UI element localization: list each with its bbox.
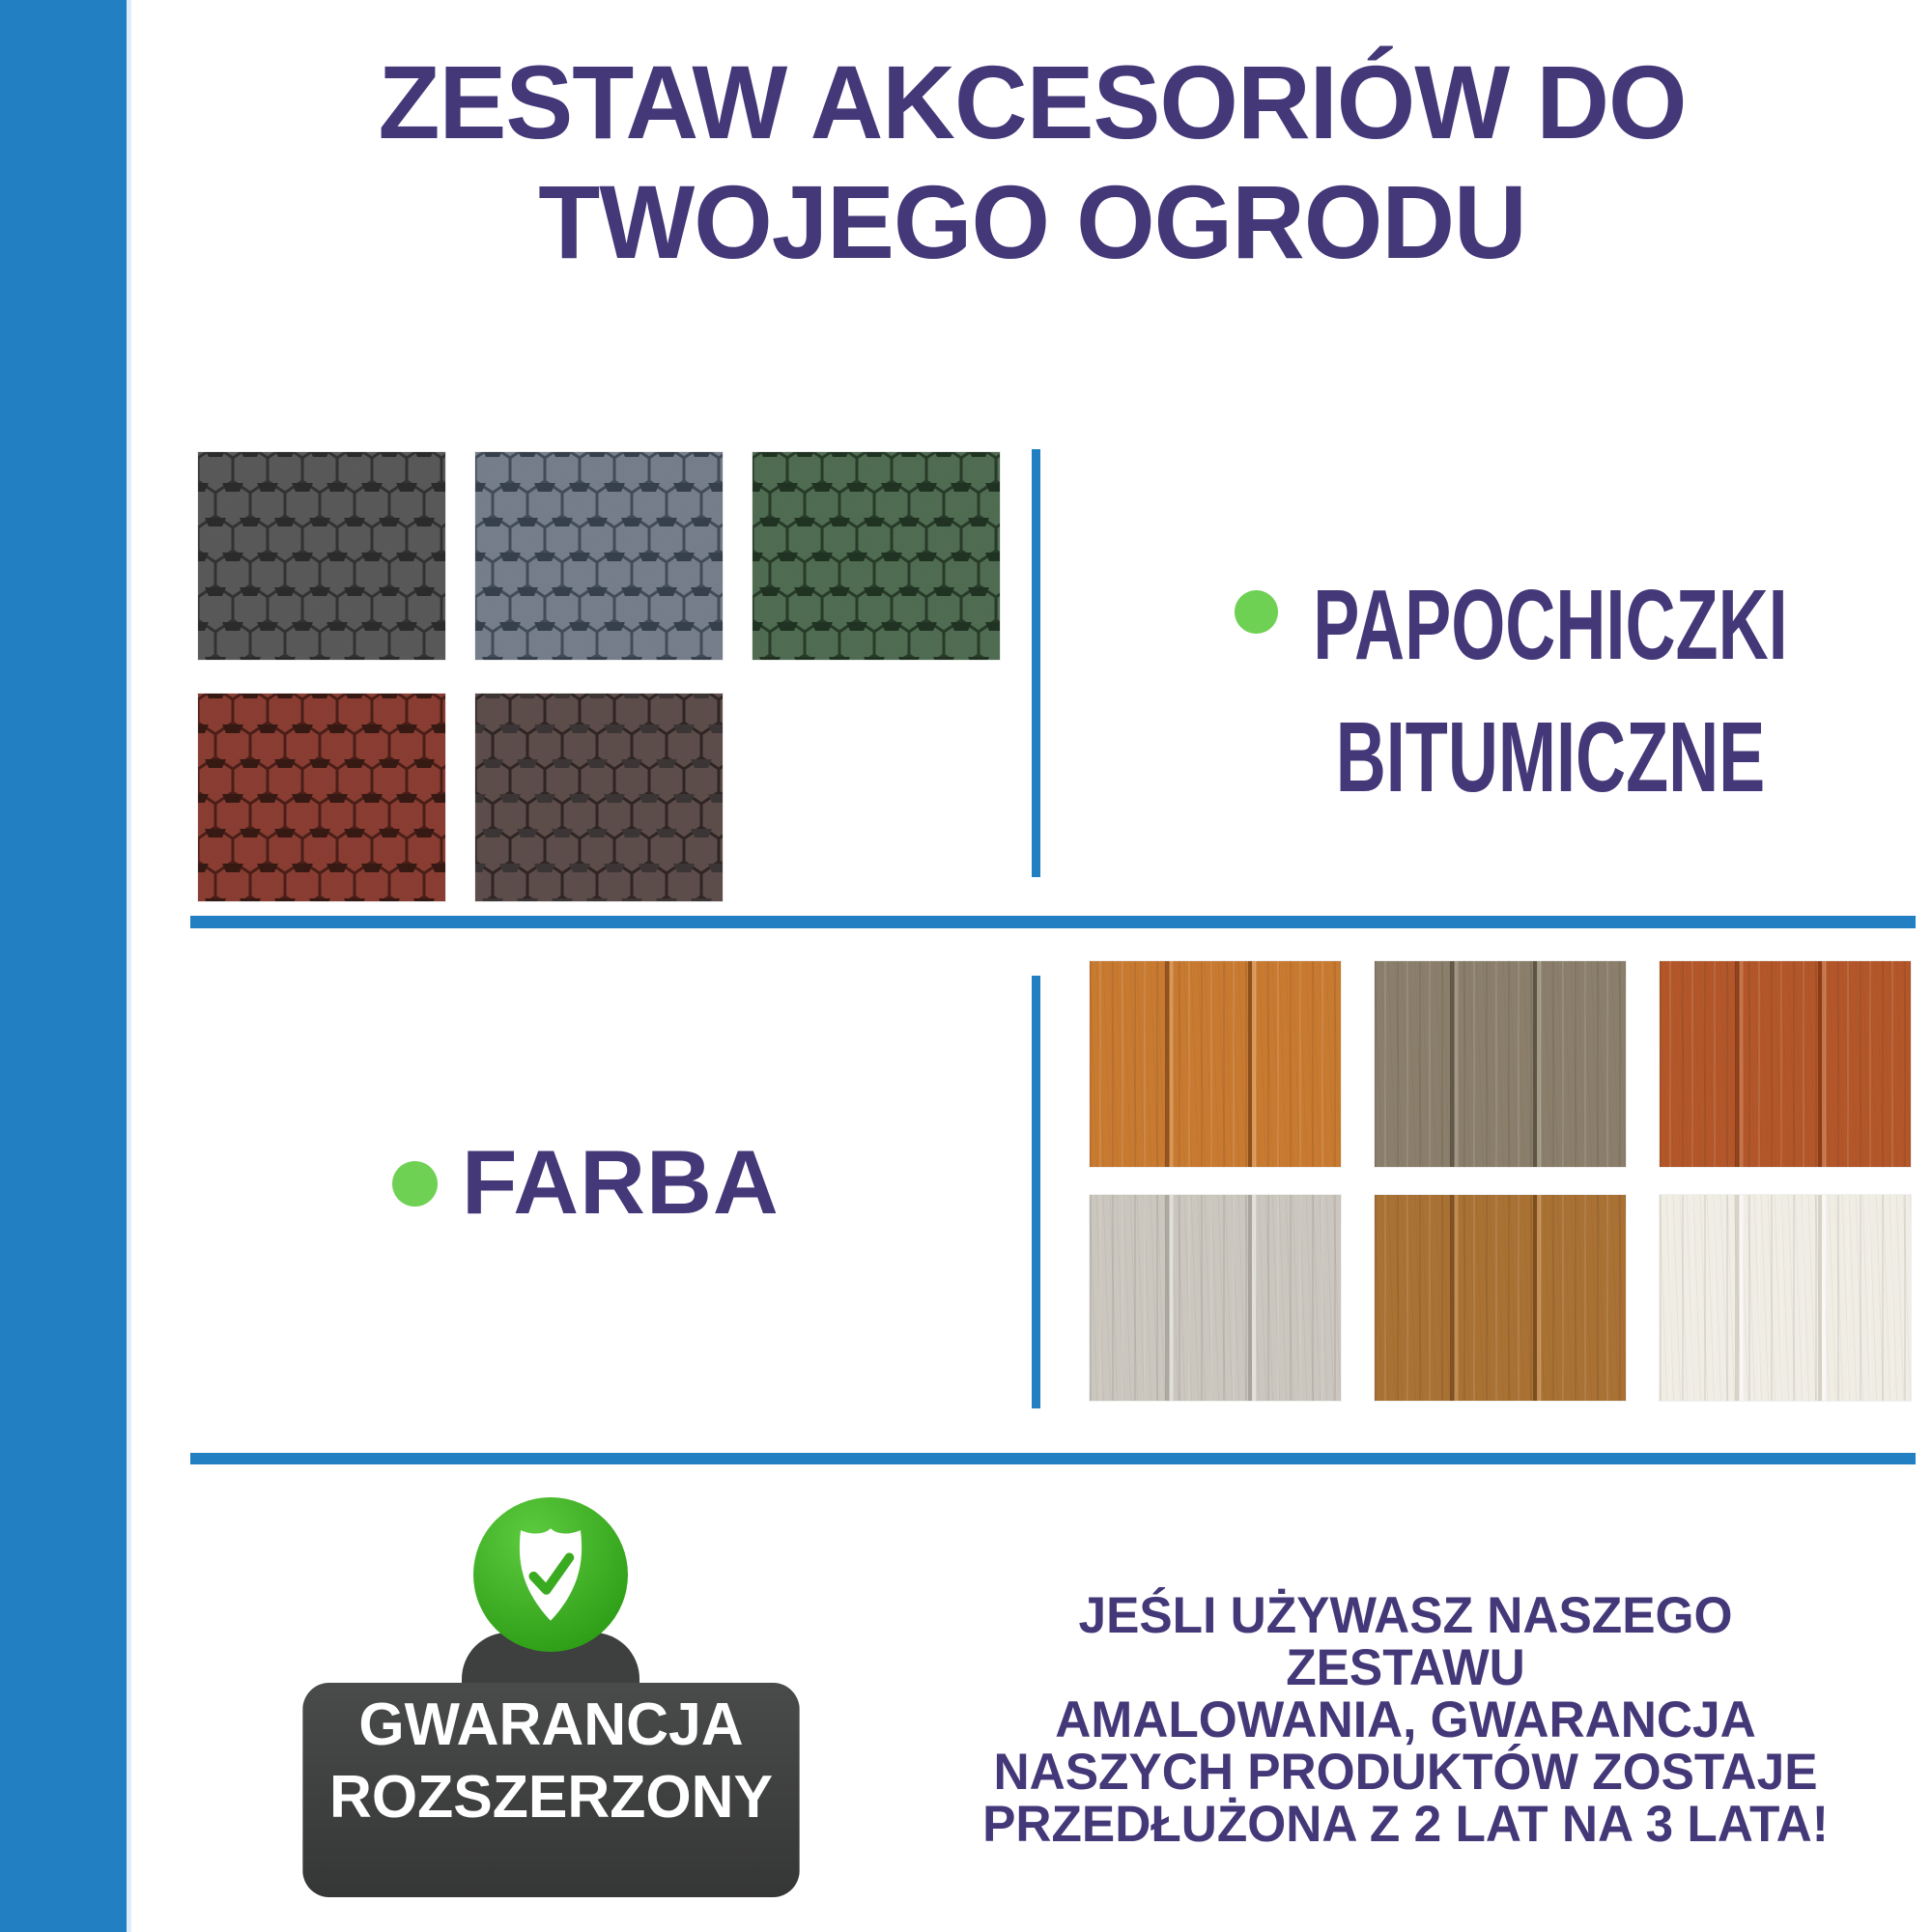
warranty-note — [965, 1587, 1846, 1853]
wood-swatch-cream-white — [1660, 1195, 1911, 1401]
shingle-swatch-green — [753, 452, 1000, 660]
page-title — [159, 43, 1905, 282]
warranty-note-line2: AMALOWANIA, GWARANCJA — [1055, 1691, 1756, 1748]
paint-section-label: FARBA — [462, 1131, 780, 1233]
shingle-swatch-grid — [198, 452, 1000, 901]
warranty-note-line3: NASZYCH PRODUKTÓW ZOSTAJE — [993, 1744, 1818, 1801]
shingles-label-line1: PAPOCHICZKI — [1313, 569, 1788, 680]
horizontal-divider-2 — [190, 1453, 1916, 1464]
shingle-swatch-blue-gray — [475, 452, 723, 660]
wood-swatch-teak-orange — [1090, 961, 1341, 1167]
wood-swatch-gray-brown — [1375, 961, 1626, 1167]
wood-swatch-grid — [1090, 961, 1911, 1401]
shingles-label-line2: BITUMICZNE — [1335, 701, 1766, 812]
wood-swatch-golden-brown — [1375, 1195, 1626, 1401]
shingle-swatch-dark-gray — [198, 452, 445, 660]
left-accent-bar-highlight — [127, 0, 131, 1932]
horizontal-divider-1 — [190, 916, 1916, 928]
warranty-badge-line1: GWARANCJA — [358, 1691, 744, 1758]
shield-check-icon — [473, 1497, 628, 1652]
page-title-line2: TWOJEGO OGRODU — [538, 163, 1526, 280]
wood-swatch-light-gray — [1090, 1195, 1341, 1401]
shingles-section-label — [1243, 558, 1859, 823]
warranty-badge — [302, 1683, 800, 1897]
wood-swatch-mahogany-red — [1660, 961, 1911, 1167]
vertical-divider-shingles — [1032, 449, 1040, 877]
shingle-swatch-red — [198, 694, 445, 901]
shingle-swatch-brown — [475, 694, 723, 901]
left-accent-bar — [0, 0, 127, 1932]
warranty-badge-line2: ROZSZERZONY — [328, 1764, 774, 1831]
shield-icon — [506, 1523, 595, 1626]
vertical-divider-paint — [1032, 976, 1040, 1408]
page-title-line1: ZESTAW AKCESORIÓW DO — [378, 43, 1687, 160]
bullet-icon — [392, 1161, 438, 1207]
warranty-note-line4: PRZEDŁUŻONA Z 2 LAT NA 3 LATA! — [982, 1796, 1829, 1853]
warranty-note-line1: JEŚLI UŻYWASZ NASZEGO ZESTAWU — [1078, 1587, 1733, 1696]
